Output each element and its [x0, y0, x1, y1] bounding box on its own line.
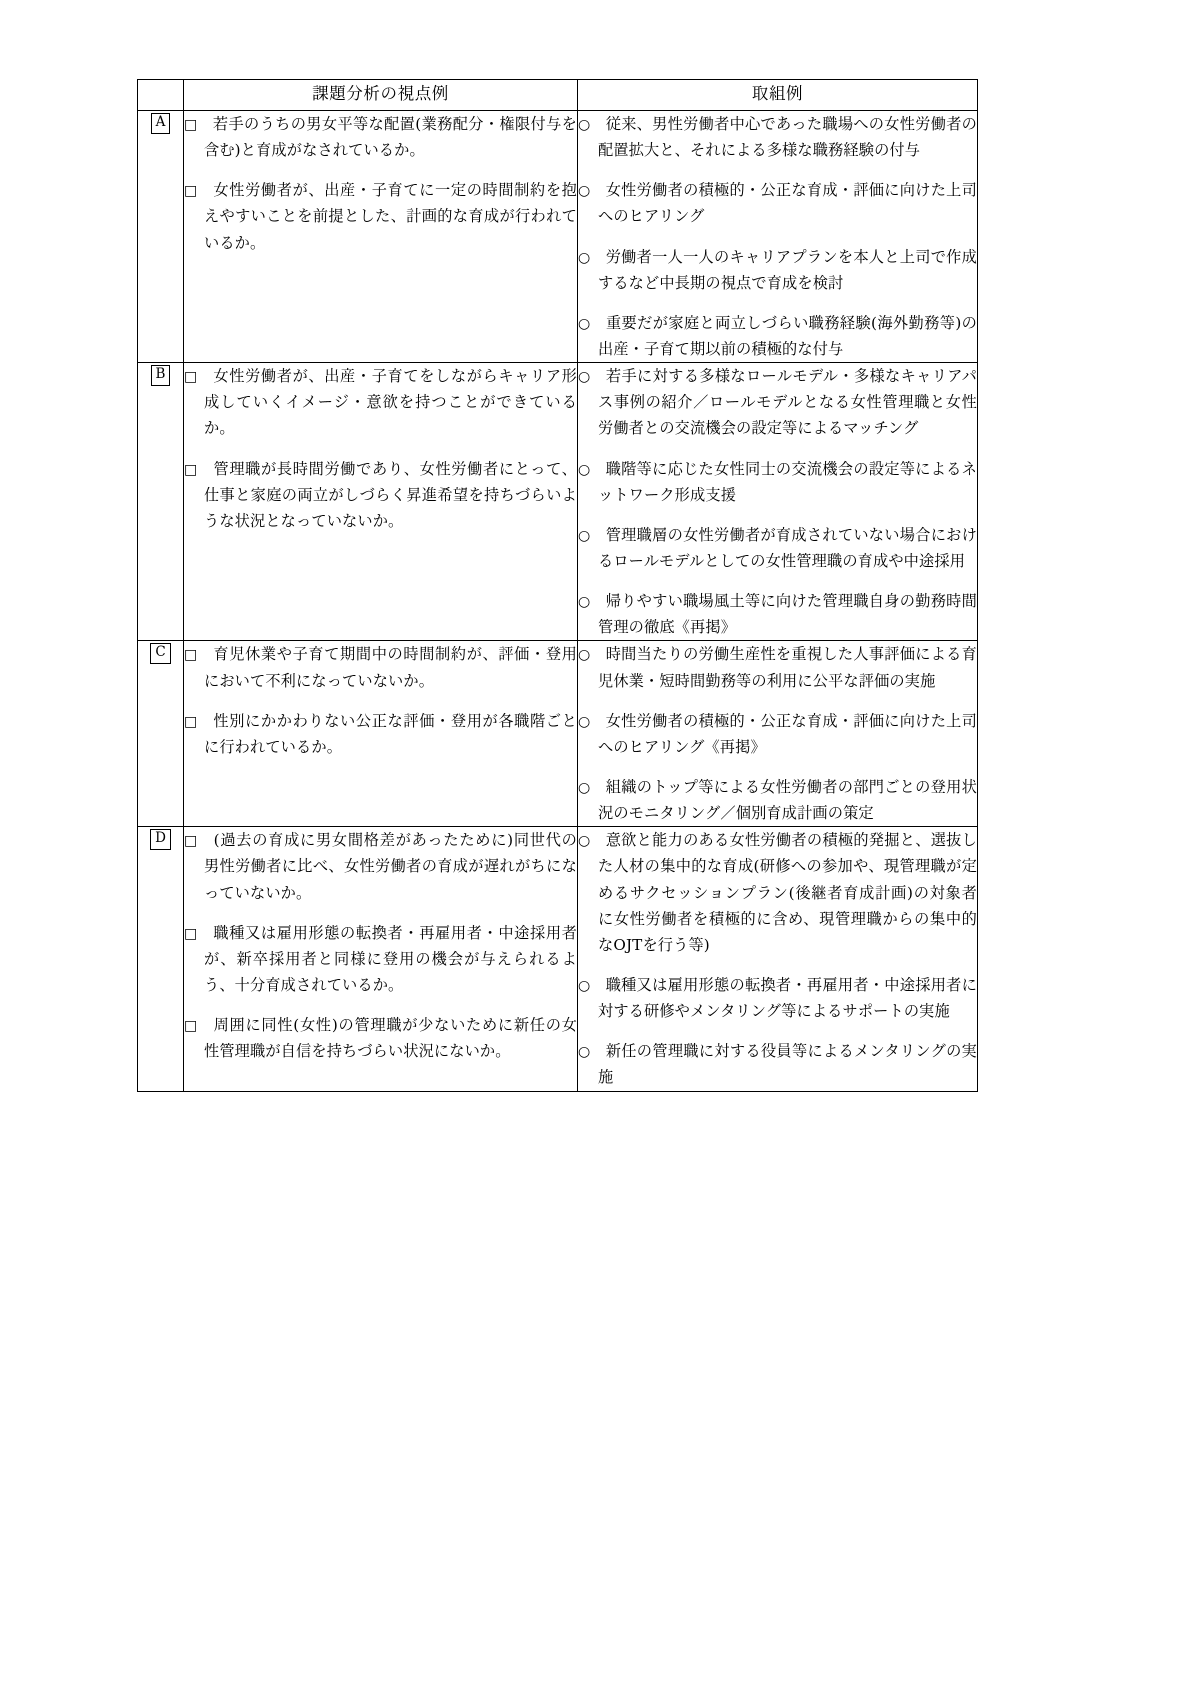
- action-list-a: [578, 111, 977, 362]
- list-item: [578, 827, 977, 958]
- issue-text: 女性労働者が、出産・子育てに一定の時間制約を抱えやすいことを前提とした、計画的な育成が行われているか。: [204, 181, 578, 252]
- list-item: [578, 774, 977, 826]
- table-row: [138, 363, 978, 641]
- checkbox-icon: □: [184, 369, 198, 386]
- list-item: [184, 827, 577, 905]
- list-item: [578, 177, 977, 229]
- circle-bullet-icon: ○: [578, 369, 591, 386]
- list-item: [184, 456, 577, 534]
- list-item: [578, 522, 977, 574]
- issue-text: 周囲に同性(女性)の管理職が少ないために新任の女性管理職が自信を持ちづらい状況にないか。: [204, 1016, 578, 1061]
- circle-bullet-icon: ○: [578, 527, 591, 544]
- action-text: 重要だが家庭と両立しづらい職務経験(海外勤務等)の出産・子育て期以前の積極的な付与: [598, 313, 978, 358]
- list-item: [578, 641, 977, 693]
- row-label-badge: C: [150, 643, 170, 664]
- table-row: [138, 641, 978, 827]
- action-list-b: [578, 363, 977, 640]
- list-item: [184, 1012, 577, 1064]
- issue-text: 女性労働者が、出産・子育てをしながらキャリア形成していくイメージ・意欲を持つことができているか。: [204, 367, 578, 438]
- list-item: [184, 111, 577, 163]
- issue-list-c: [184, 641, 577, 760]
- action-list-c: [578, 641, 977, 826]
- list-item: [578, 708, 977, 760]
- circle-bullet-icon: ○: [578, 183, 591, 200]
- list-item: [578, 456, 977, 508]
- action-text: 女性労働者の積極的・公正な育成・評価に向けた上司へのヒアリング: [598, 181, 977, 226]
- checkbox-icon: □: [184, 1018, 198, 1035]
- circle-bullet-icon: ○: [578, 249, 591, 266]
- table-header: [138, 80, 978, 111]
- row-label-cell-b: [138, 363, 184, 641]
- action-cell-a: [578, 111, 978, 363]
- action-text: 若手に対する多様なロールモデル・多様なキャリアパス事例の紹介／ロールモデルとなる女性管理職と女性労働者との交流機会の設定等によるマッチング: [598, 367, 977, 438]
- checkbox-icon: □: [184, 833, 198, 850]
- action-text: 意欲と能力のある女性労働者の積極的発掘と、選抜した人材の集中的な育成(研修への参加や、現管理職が定めるサクセッションプラン(後継者育成計画)の対象者に女性労働者を積極的に含め、現管理職からの集中的なOJTを行う等): [598, 831, 977, 954]
- action-list-d: [578, 827, 977, 1090]
- issue-text: 若手のうちの男女平等な配置(業務配分・権限付与を含む)と育成がなされているか。: [204, 115, 578, 160]
- action-cell-b: [578, 363, 978, 641]
- header-row: [138, 80, 978, 111]
- action-text: 管理職層の女性労働者が育成されていない場合におけるロールモデルとしての女性管理職の育成や中途採用: [598, 525, 977, 570]
- issue-cell-c: [184, 641, 578, 827]
- issue-list-d: [184, 827, 577, 1064]
- issue-cell-b: [184, 363, 578, 641]
- action-text: 従来、男性労働者中心であった職場への女性労働者の配置拡大と、それによる多様な職務経験の付与: [598, 115, 978, 160]
- circle-bullet-icon: ○: [578, 713, 591, 730]
- list-item: [578, 244, 977, 296]
- row-label-cell-d: [138, 827, 184, 1091]
- circle-bullet-icon: ○: [578, 315, 591, 332]
- action-text: 職階等に応じた女性同士の交流機会の設定等によるネットワーク形成支援: [598, 459, 977, 504]
- issue-cell-a: [184, 111, 578, 363]
- list-item: [578, 588, 977, 640]
- list-item: [578, 363, 977, 441]
- checkbox-icon: □: [184, 183, 198, 200]
- circle-bullet-icon: ○: [578, 977, 591, 994]
- list-item: [578, 1038, 977, 1090]
- analysis-table-container: [137, 79, 977, 1092]
- action-text: 新任の管理職に対する役員等によるメンタリングの実施: [598, 1042, 978, 1087]
- checkbox-icon: □: [184, 461, 198, 478]
- circle-bullet-icon: ○: [578, 779, 591, 796]
- row-label-badge: D: [150, 829, 171, 850]
- table-row: [138, 827, 978, 1091]
- list-item: [184, 363, 577, 441]
- header-action: 取組例: [578, 80, 978, 111]
- list-item: [578, 972, 977, 1024]
- action-text: 女性労働者の積極的・公正な育成・評価に向けた上司へのヒアリング《再掲》: [598, 711, 977, 756]
- row-label-cell-c: [138, 641, 184, 827]
- circle-bullet-icon: ○: [578, 1044, 591, 1061]
- issue-cell-d: [184, 827, 578, 1091]
- issue-text: 管理職が長時間労働であり、女性労働者にとって、仕事と家庭の両立がしづらく昇進希望を持ちづらいような状況となっていないか。: [204, 459, 578, 530]
- issue-list-a: [184, 111, 577, 256]
- action-text: 組織のトップ等による女性労働者の部門ごとの登用状況のモニタリング／個別育成計画の策定: [598, 777, 978, 823]
- issue-list-b: [184, 363, 577, 534]
- list-item: [184, 177, 577, 255]
- table-body: [138, 111, 978, 1092]
- circle-bullet-icon: ○: [578, 594, 591, 611]
- action-text: 労働者一人一人のキャリアプランを本人と上司で作成するなど中長期の視点で育成を検討: [598, 247, 977, 292]
- action-cell-c: [578, 641, 978, 827]
- table-row: [138, 111, 978, 363]
- circle-bullet-icon: ○: [578, 833, 591, 850]
- issue-text: 性別にかかわりない公正な評価・登用が各職階ごとに行われているか。: [204, 711, 578, 756]
- checkbox-icon: □: [184, 713, 198, 730]
- action-text: 帰りやすい職場風土等に向けた管理職自身の勤務時間管理の徹底《再掲》: [598, 592, 977, 637]
- action-cell-d: [578, 827, 978, 1091]
- analysis-table: [137, 79, 978, 1092]
- action-text: 時間当たりの労働生産性を重視した人事評価による育児休業・短時間勤務等の利用に公平な評価の実施: [598, 645, 977, 690]
- checkbox-icon: □: [184, 117, 198, 133]
- header-issue: 課題分析の視点例: [184, 80, 578, 111]
- list-item: [184, 641, 577, 693]
- action-text: 職種又は雇用形態の転換者・再雇用者・中途採用者に対する研修やメンタリング等によるサポートの実施: [598, 975, 977, 1021]
- issue-text: 職種又は雇用形態の転換者・再雇用者・中途採用者が、新卒採用者と同様に登用の機会が与えられるよう、十分育成されているか。: [204, 923, 578, 994]
- circle-bullet-icon: ○: [578, 461, 591, 478]
- circle-bullet-icon: ○: [578, 117, 591, 133]
- list-item: [578, 111, 977, 163]
- list-item: [184, 920, 577, 998]
- checkbox-icon: □: [184, 925, 198, 942]
- circle-bullet-icon: ○: [578, 647, 591, 664]
- checkbox-icon: □: [184, 647, 198, 664]
- issue-text: 育児休業や子育て期間中の時間制約が、評価・登用において不利になっていないか。: [204, 645, 578, 690]
- issue-text: (過去の育成に男女間格差があったために)同世代の男性労働者に比べ、女性労働者の育成が遅れがちになっていないか。: [204, 831, 577, 902]
- row-label-badge: A: [151, 113, 171, 134]
- row-label-badge: B: [151, 365, 171, 386]
- list-item: [578, 310, 977, 362]
- row-label-cell-a: [138, 111, 184, 363]
- header-label-blank: [138, 80, 184, 111]
- list-item: [184, 708, 577, 760]
